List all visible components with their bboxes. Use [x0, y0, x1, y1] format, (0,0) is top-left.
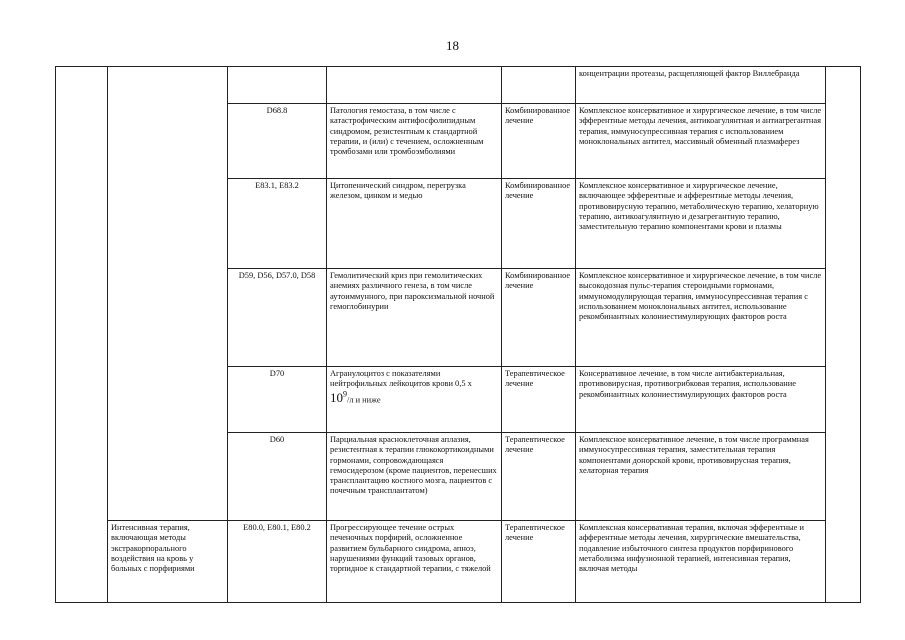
- table-row: [56, 521, 861, 603]
- condition-cell: [327, 367, 502, 433]
- code-cell: E80.0, E80.1, E80.2: [228, 521, 327, 603]
- condition-cell: Гемолитический криз при гемолитических анемиях различного генеза, в том числе аутоиммунного, при пароксизмальной ночной гемоглобинурии: [327, 269, 502, 367]
- row-number-cell: [56, 67, 108, 603]
- method-cell: концентрации протеазы, расщепляющей фактор Виллебранда: [576, 67, 826, 104]
- method-cell: Комплексное консервативное и хирургическое лечение, включающее эфферентные и афферентные методы лечения, противовирусную терапию, метаболическую терапию, хелаторную терапию, антикоагулянтную и дезагрегантную терапию, заместительную терапию компонентами крови и плазмы: [576, 179, 826, 269]
- code-cell: D70: [228, 367, 327, 433]
- condition-cell: [327, 67, 502, 104]
- code-cell: E83.1, E83.2: [228, 179, 327, 269]
- treatment-type-cell: Комбинированное лечение: [502, 179, 576, 269]
- method-cell: Комплексное консервативное и хирургическое лечение, в том числе высокодозная пульс-терапия стероидными гормонами, иммуномодулирующая терапия, иммуносупрессивная терапия с использованием моноклональных антител, использование рекомбинантных колониестимулирующих факторов роста: [576, 269, 826, 367]
- group-cell: [108, 67, 228, 521]
- method-cell: Комплексная консервативная терапия, включая эфферентные и афферентные методы лечения, хирургические вмешательства, подавление избыточного синтеза продуктов порфиринового метаболизма инфузионной терапией, интенсивная терапия, включая методы: [576, 521, 826, 603]
- treatment-type-cell: Терапевтическое лечение: [502, 433, 576, 521]
- code-cell: D68.8: [228, 104, 327, 179]
- table-row: [56, 67, 861, 104]
- page-number: 18: [446, 38, 459, 53]
- condition-cell: Парциальная красноклеточная аплазия, резистентная к терапии глюкокортикоидными гормонами, сопровождающаяся гемосидерозом (кроме пациентов, перенесших трансплантацию костного мозга, пациентов с почечным трансплантатом): [327, 433, 502, 521]
- condition-text: Агранулоцитоз с показателями нейтрофильных лейкоцитов крови 0,5 х: [330, 369, 472, 389]
- condition-cell: Патология гемостаза, в том числе с катастрофическим антифосфолипидным синдромом, резистентным к стандартной терапии, и (или) с течением, осложненным тромбозами или тромбоэмболиями: [327, 104, 502, 179]
- group-cell: Интенсивная терапия, включающая методы экстракорпорального воздействия на кровь у больных с порфириями: [108, 521, 228, 603]
- extra-cell: [826, 67, 861, 603]
- treatment-type-cell: Терапевтическое лечение: [502, 521, 576, 603]
- power-of-ten: $10^9$: [330, 389, 347, 405]
- treatment-type-cell: Комбинированное лечение: [502, 104, 576, 179]
- condition-cell: Цитопенический синдром, перегрузка железом, цинком и медью: [327, 179, 502, 269]
- treatment-type-cell: Терапевтическое лечение: [502, 367, 576, 433]
- code-cell: D59, D56, D57.0, D58: [228, 269, 327, 367]
- method-cell: Комплексное консервативное и хирургическое лечение, в том числе эфферентные методы лечения, антикоагулянтная и антиагрегантная терапия, иммуносупрессивная терапия с использованием моноклональных антител, массивный обменный плазмаферез: [576, 104, 826, 179]
- condition-cell: Прогрессирующее течение острых печеночных порфирий, осложненное развитием бульбарного синдрома, апноэ, нарушениями функций тазовых органов, торпидное к стандартной терапии, с тяжелой: [327, 521, 502, 603]
- method-cell: Консервативное лечение, в том числе антибактериальная, противовирусная, противогрибковая терапия, использование рекомбинантных колониестимулирующих факторов роста: [576, 367, 826, 433]
- treatment-type-cell: Комбинированное лечение: [502, 269, 576, 367]
- condition-unit: /л и ниже: [347, 394, 381, 404]
- treatment-table: [55, 66, 861, 603]
- method-cell: Комплексное консервативное лечение, в том числе программная иммуносупрессивная терапия, заместительная терапия компонентами донорской крови, противовирусная терапия, хелаторная терапия: [576, 433, 826, 521]
- code-cell: D60: [228, 433, 327, 521]
- treatment-type-cell: [502, 67, 576, 104]
- code-cell: [228, 67, 327, 104]
